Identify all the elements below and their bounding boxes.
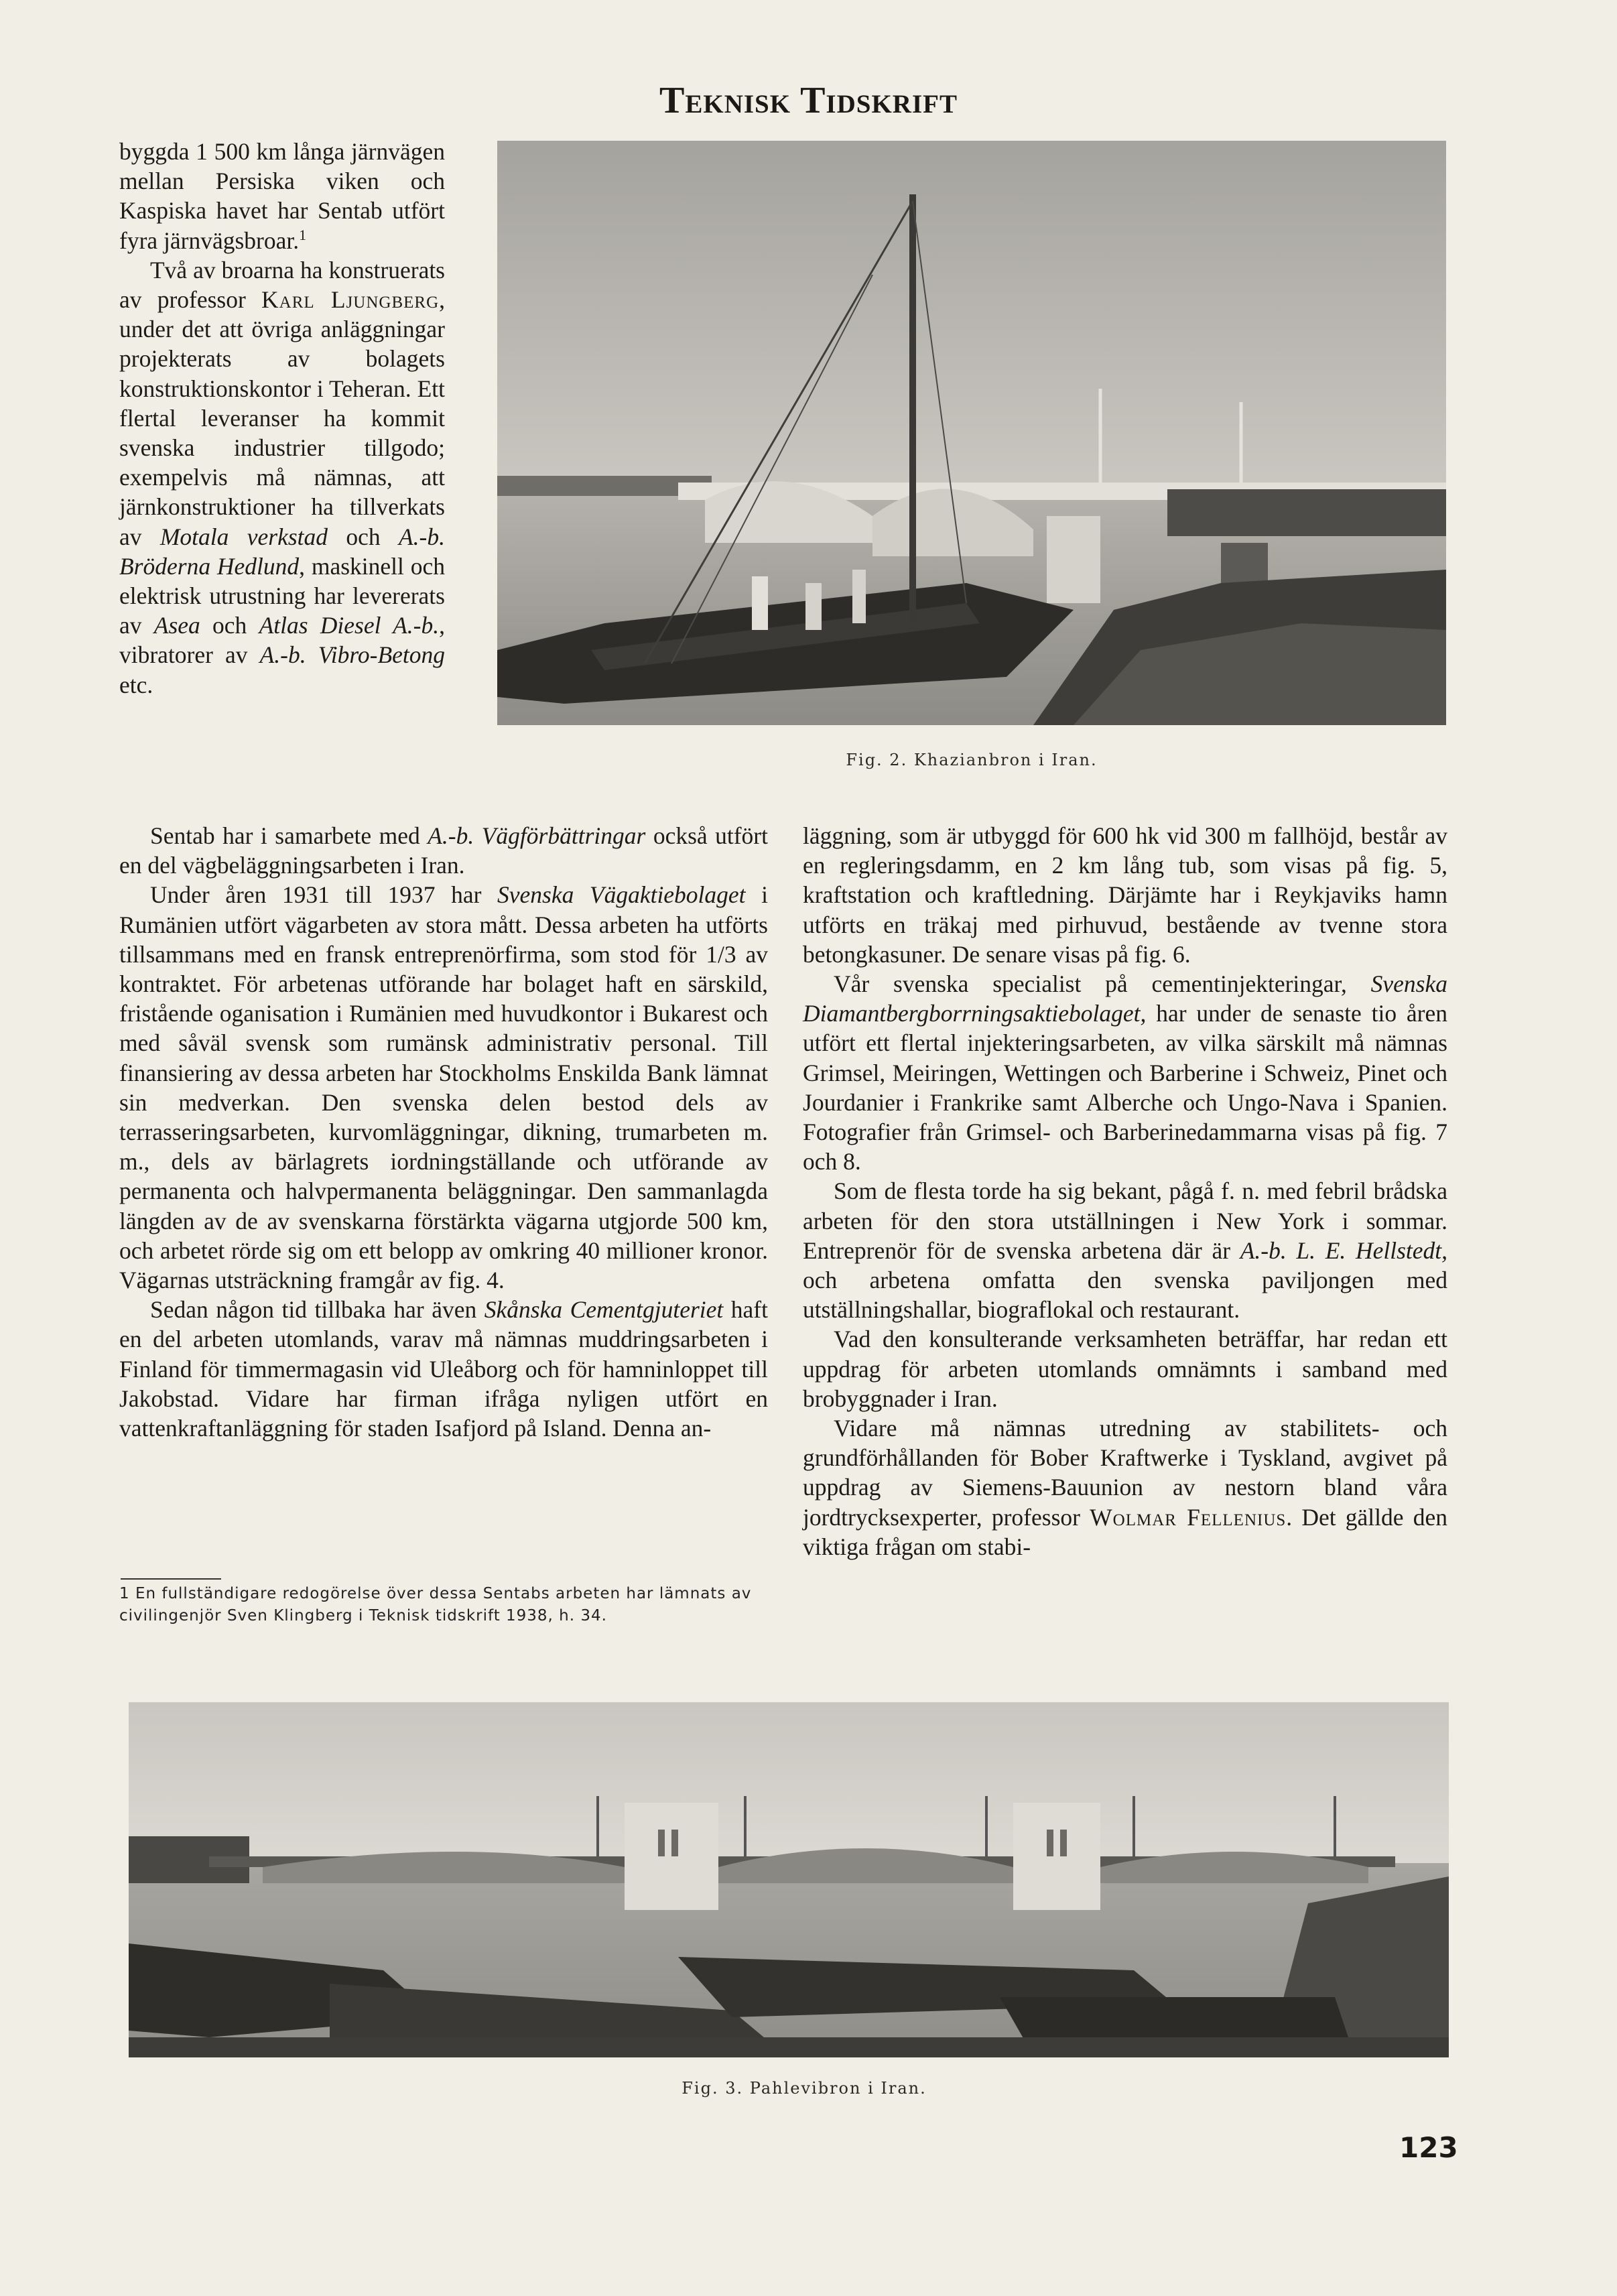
bridge-photo-illustration — [497, 141, 1446, 725]
figure-2-photo-khazianbron — [497, 141, 1446, 725]
footnote: 1 En fullständigare redogörelse över dessa Sentabs arbeten har lämnats av civilingenjör Sven Klingberg i Teknisk tidskrift 1938, h. 34. — [119, 1585, 752, 1624]
bridge-photo-illustration — [129, 1702, 1449, 2057]
figure-3-photo-pahlevibron — [129, 1702, 1449, 2057]
fraction: 1/3 — [706, 940, 736, 968]
paragraph-railway-bridges: byggda 1 500 km långa järnvägen mellan Persiska viken och Kaspiska havet har Sentab utfört fyra järnvägsbroar.$^1$ — [119, 138, 445, 254]
footnote-number: 1 — [119, 1585, 130, 1602]
left-bottom-column — [119, 821, 768, 1443]
footnote-rule — [121, 1578, 221, 1580]
running-header: Teknisk Tidskrift — [659, 80, 958, 121]
paragraph-skanska: Sedan någon tid tillbaka har även Skånska Cementgjuteriet haft en del arbeten utomlands, varav må nämnas muddringsarbeten i Finland för timmermagasin vid Uleåborg och för hamninloppet till Jakobstad. Vidare har firman ifråga nyligen utfört en vattenkraftanläggning för staden Isafjord på Island. Denna an- — [119, 1296, 768, 1442]
paragraph-vagforbattringar: Sentab har i samarbete med A.-b. Vägförbättringar också utfört en del vägbeläggningsarbeten i Iran. — [119, 822, 768, 879]
paragraph-konsulterande: Vad den konsulterande verksamheten beträffar, har redan ett uppdrag för arbeten utomlands omnämnts i samband med brobyggnader i Iran. — [803, 1326, 1447, 1412]
figure-2-caption: Fig. 2. Khazianbron i Iran. — [846, 751, 1098, 769]
page-number: 123 — [1399, 2131, 1458, 2164]
left-top-column — [119, 137, 445, 700]
right-column — [803, 821, 1447, 1561]
paragraph-kraftstation: läggning, som är utbyggd för 600 hk vid 300 m fallhöjd, består av en regleringsdamm, en 2 km lång tub, som visas på fig. 5, kraftstation och kraftledning. Därjämte har i Reykjaviks hamn utförts en träkaj med pirhuvud, bestående av tvenne stora betongkasuner. De senare visas på fig. 6. — [803, 822, 1447, 968]
paragraph-rumanien: Under åren 1931 till 1937 har Svenska Vägaktiebolaget i Rumänien utfört vägarbeten av stora mått. Dessa arbeten ha utförts tillsammans med en fransk entreprenörfirma, som stod för 1/3 av kontraktet. För arbetenas utförande har bolaget haft en särskild, fristående oganisation i Rumänien med huvudkontor i Bukarest och med såväl svensk som rumänsk administrativ personal. Till finansiering av dessa arbeten har Stockholms Enskilda Bank lämnat sin medverkan. Den svenska delen bestod dels av terrasseringsarbeten, kurvomläggningar, dikning, trumarbeten m. m., dels av bärlagrets iordningställande och utförande av permanenta och halvpermanenta beläggningar. Den sammanlagda längden av de av svenskarna förstärkta vägarna utgjorde 500 km, och arbetet rörde sig om ett belopp av omkring 40 millioner kronor. Vägarnas utsträckning framgår av fig. 4. — [119, 881, 768, 1294]
paragraph-ljungberg: Två av broarna ha konstruerats av professor Karl Ljungberg, under det att övriga anläggningar projekterats av bolagets konstruktionskontor i Teheran. Ett flertal leveranser ha kommit svenska industrier tillgodo; exempelvis må nämnas, att järnkonstruktioner ha tillverkats av Motala verkstad och A.-b. Bröderna Hedlund, maskinell och elektrisk utrustning har levererats av Asea och Atlas Diesel A.-b., vibratorer av A.-b. Vibro-Betong etc. — [119, 256, 446, 698]
footnote-ref[interactable]: 1 — [299, 226, 307, 243]
paragraph-bober: Vidare må nämnas utredning av stabilitets- och grundförhållanden för Bober Kraftwerke i Tyskland, avgivet på uppdrag av Siemens-Bauunion av nestorn bland våra jordtrycksexperter, professor Wolmar Fellenius. Det gällde den viktiga frågan om stabi- — [803, 1415, 1447, 1560]
paragraph-new-york: Som de flesta torde ha sig bekant, pågå f. n. med febril brådska arbeten för den stora utställningen i New York i sommar. Entreprenör för de svenska arbetena där är A.-b. L. E. Hellstedt, och arbetena omfatta den svenska paviljongen med utställningshallar, biograflokal och restaurant. — [803, 1177, 1447, 1324]
figure-3-caption: Fig. 3. Pahlevibron i Iran. — [682, 2079, 927, 2098]
paragraph-cementinjektering: Vår svenska specialist på cementinjekteringar, Svenska Diamantbergborrningsaktiebolaget, har under de senaste tio åren utfört ett flertal injekteringsarbeten, av vilka särskilt må nämnas Grimsel, Meiringen, Wettingen och Barberine i Schweiz, Pinet och Jourdanier i Frankrike samt Alberche och Ungo-Nava i Spanien. Fotografier från Grimsel- och Barberinedammarna visas på fig. 7 och 8. — [803, 970, 1447, 1175]
